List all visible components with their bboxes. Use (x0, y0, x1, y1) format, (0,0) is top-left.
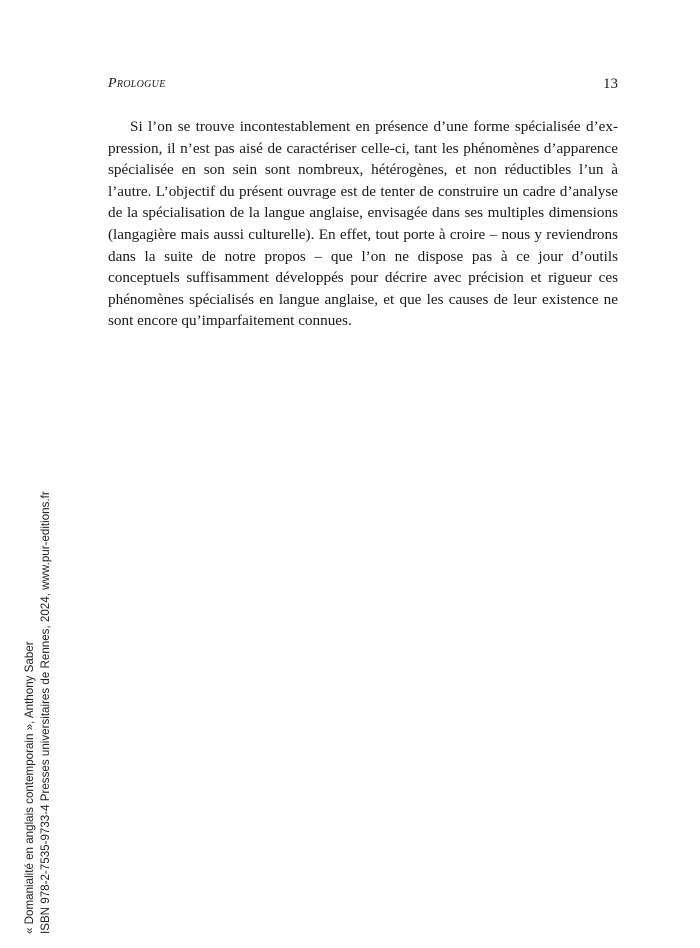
page-number: 13 (603, 76, 618, 92)
vertical-copyright-note (22, 434, 53, 934)
copyright-line-title: « Domanialité en anglais contemporain », Anthony Saber (23, 641, 36, 934)
running-header (108, 76, 618, 98)
body-paragraph: Si l’on se trouve incontestablement en présence d’une forme spécialisée d’expression, il n’est pas aisé de caractériser celle-ci, tant les phénomènes d’apparence spécialisée en son sein sont nombreux, hétérogènes, et non réductibles l’un à l’autre. L’objectif du présent ouvrage est de tenter de construire un cadre d’analyse de la spécialisation de la langue anglaise, envisagée dans ses multiples dimensions (langagière mais aussi culturelle). En effet, tout porte à croire – nous y reviendrons dans la suite de notre propos – que l’on ne dispose pas à ce jour d’outils conceptuels suffisamment développés pour décrire avec précision et rigueur ces phénomènes spécialisés en langue anglaise, et que les causes de leur existence ne sont encore qu’imparfaitement connues. (108, 118, 618, 330)
running-title: Prologue (108, 76, 166, 91)
copyright-line-isbn: ISBN 978-2-7535-9733-4 Presses universitaires de Rennes, 2024, www.pur-editions.fr (38, 491, 52, 934)
